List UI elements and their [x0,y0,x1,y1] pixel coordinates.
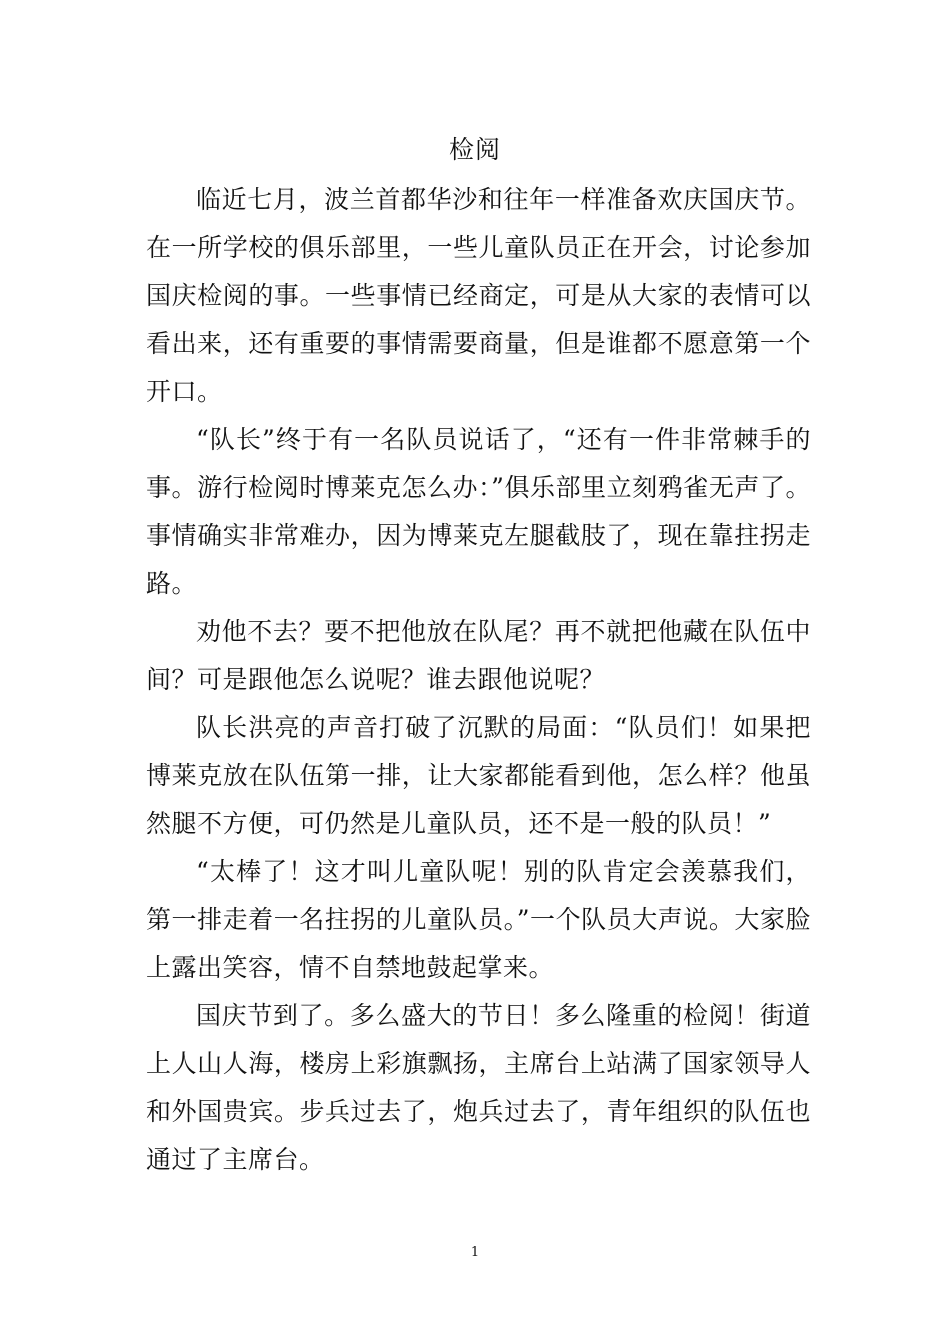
document-title: 检阅 [448,135,501,164]
paragraph: 队长洪亮的声音打破了沉默的局面：“队员们！如果把博莱克放在队伍第一排，让大家都能看到他，怎么样？他虽然腿不方便，可仍然是儿童队员，还不是一般的队员！” [146,713,811,838]
paragraph: 临近七月，波兰首都华沙和往年一样准备欢庆国庆节。在一所学校的俱乐部里，一些儿童队员正在开会，讨论参加国庆检阅的事。一些事情已经商定，可是从大家的表情可以看出来，还有重要的事情需要商量，但是谁都不愿意第一个开口。 [146,185,811,406]
page-number: 1 [470,1245,480,1260]
paragraph: “队长”终于有一名队员说话了，“还有一件非常棘手的事。游行检阅时博莱克怎么办：”俱乐部里立刻鸦雀无声了。事情确实非常难办，因为博莱克左腿截肢了，现在靠拄拐走路。 [146,425,811,598]
document-body [146,176,811,1184]
paragraph: 国庆节到了。多么盛大的节日！多么隆重的检阅！街道上人山人海，楼房上彩旗飘扬，主席台上站满了国家领导人和外国贵宾。步兵过去了，炮兵过去了，青年组织的队伍也通过了主席台。 [146,1001,811,1174]
paragraph: “太棒了！这才叫儿童队呢！别的队肯定会羡慕我们，第一排走着一名拄拐的儿童队员。”一个队员大声说。大家脸上露出笑容，情不自禁地鼓起掌来。 [146,857,811,982]
paragraph: 劝他不去？要不把他放在队尾？再不就把他藏在队伍中间？可是跟他怎么说呢？谁去跟他说呢？ [146,617,811,694]
